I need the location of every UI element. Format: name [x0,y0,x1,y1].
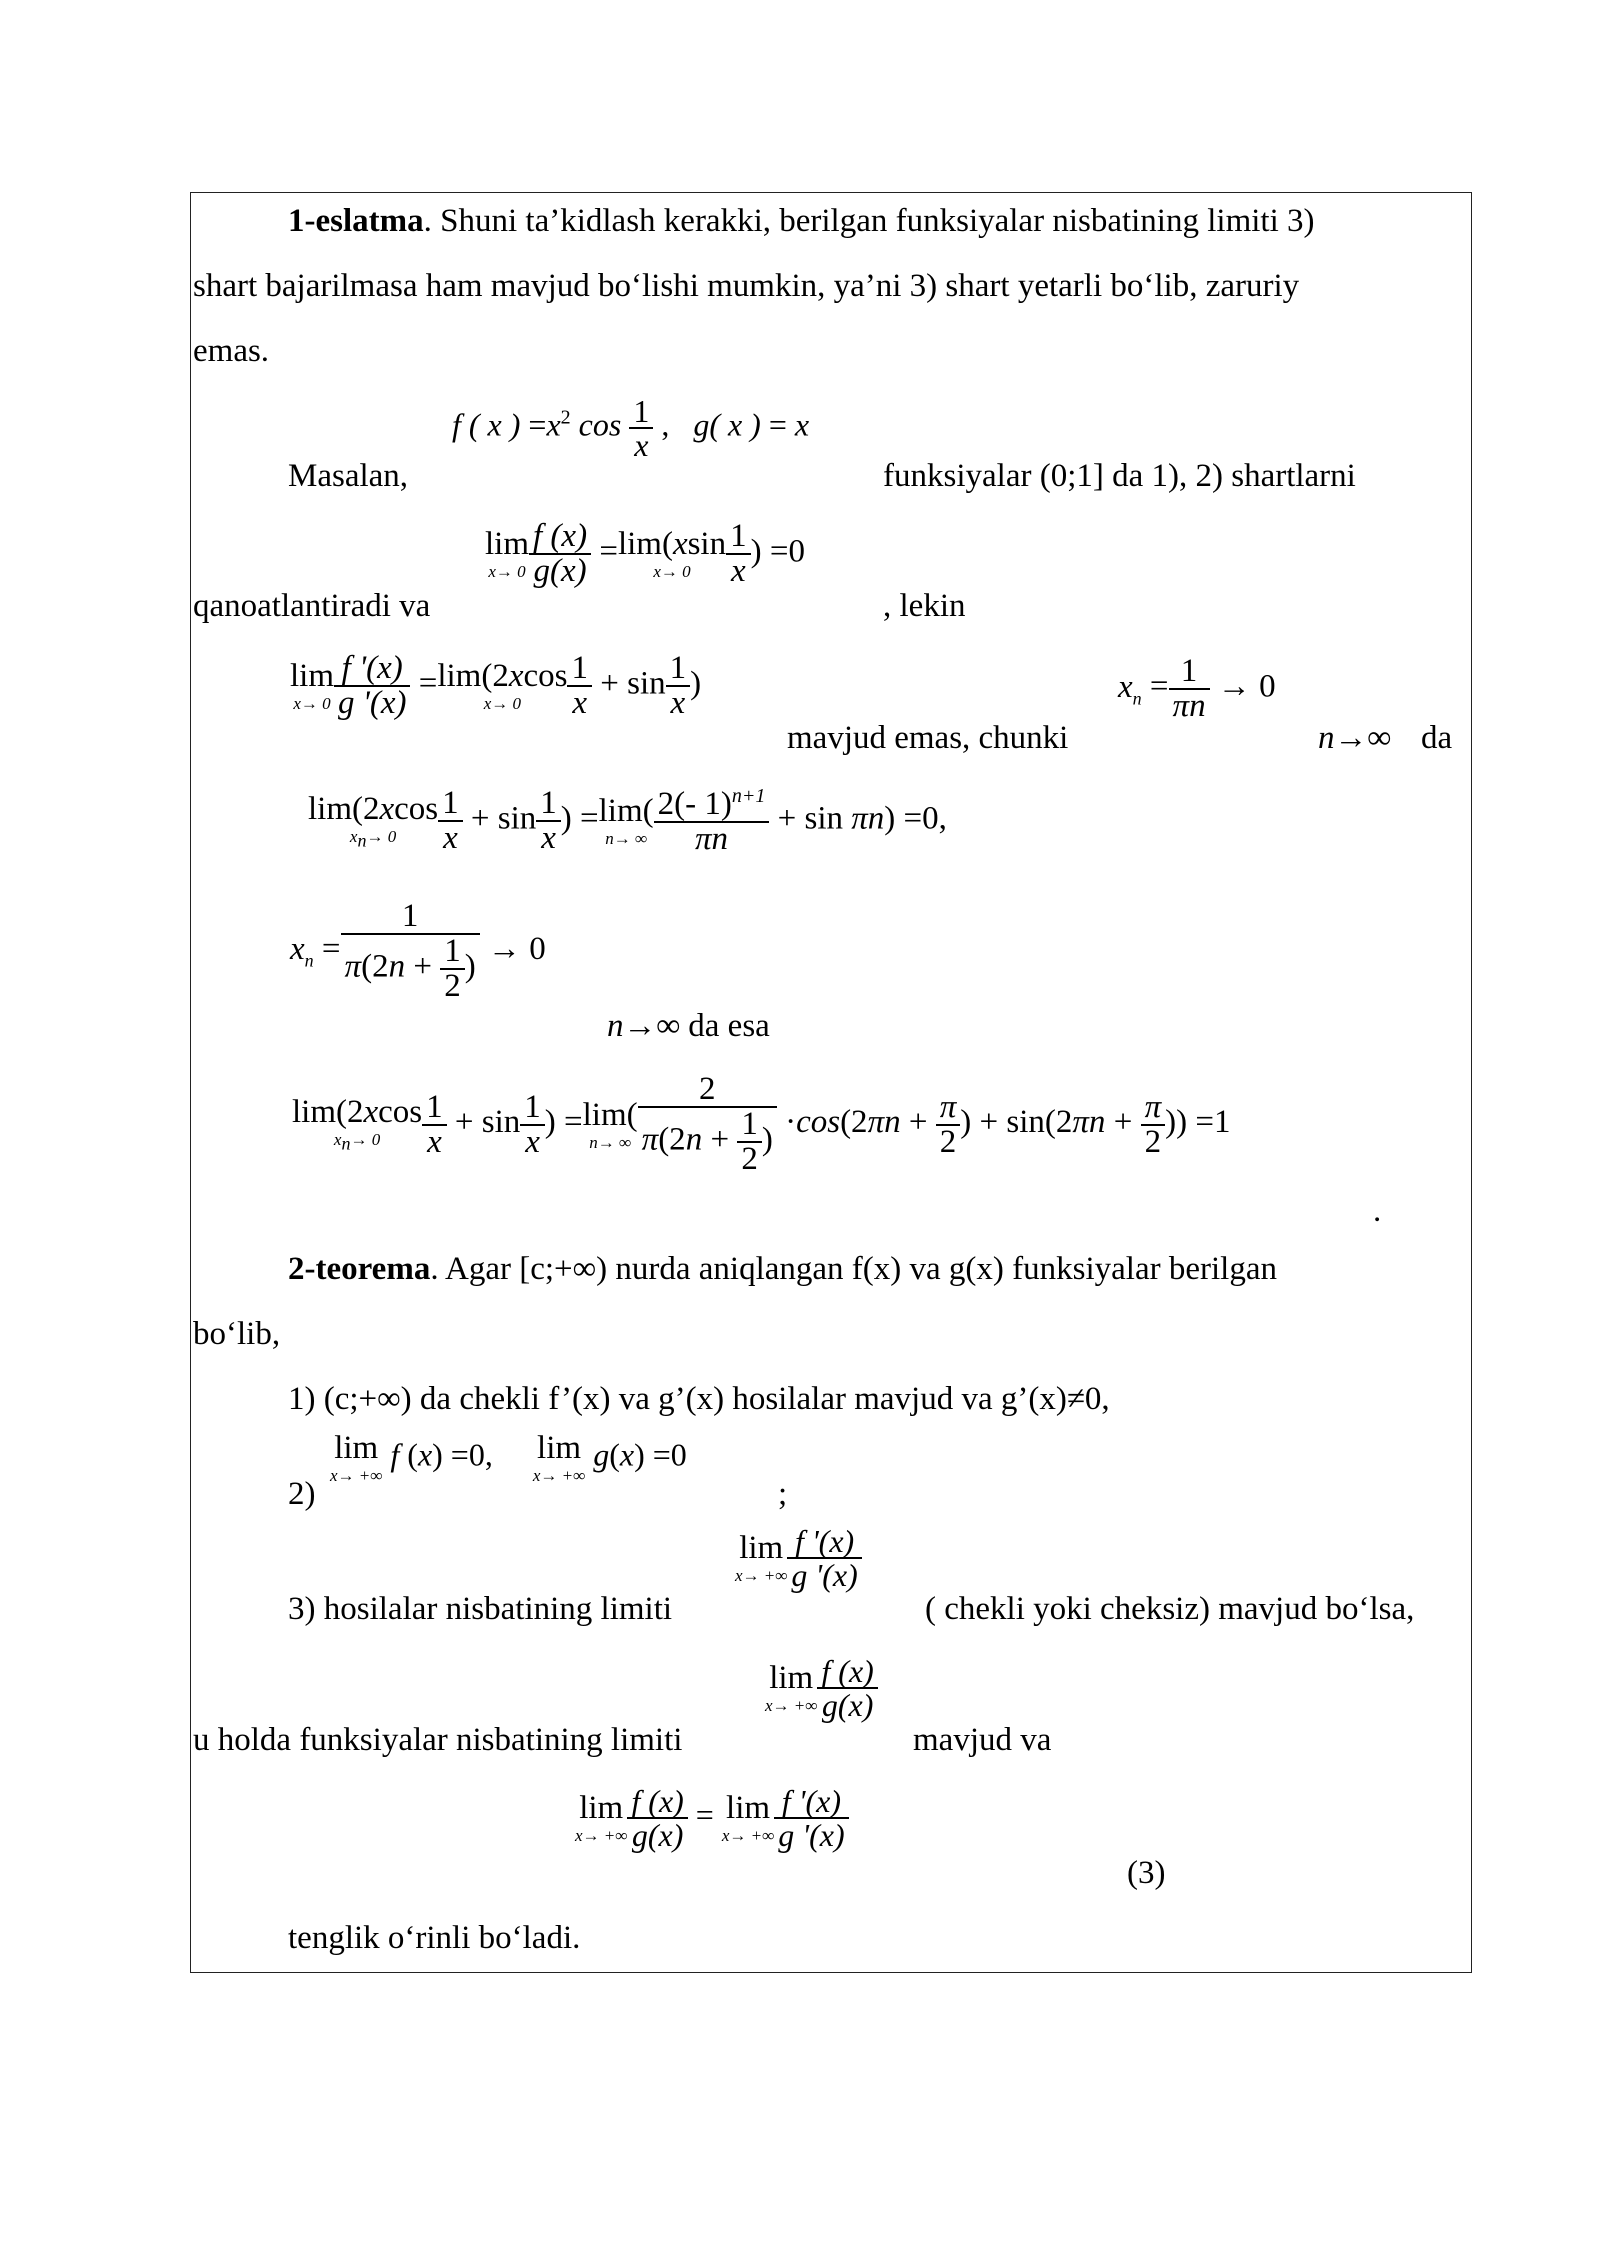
theorem2-intro: . Agar [c;+∞) nurda aniqlangan f(x) va g(x) funksiyalar berilgan [430,1251,1277,1287]
equation-number: (3) [1127,1855,1166,1891]
qanoat-label: qanoatlantiradi va [193,588,431,624]
condition3-label: 3) hosilalar nisbatining limiti [288,1591,673,1627]
theorem2-line2: bo‘lib, [193,1316,281,1352]
da-esa-line [607,1010,770,1043]
limit-fg-formula: lim x→ 0 $\frac{f (x)}{g(x)}$ = lim(xsin x→ 0 $\frac{1}{x}$ ) =0 [485,518,805,589]
sequence-limit-formula-1: lim(2xcos $x_n\to 0$ $\frac{1}{x}$ + sin $\frac{1}{x}$ ) = lim( n→ ∞ $\frac{2(- 1)^{n+1}}{\pi n}$ + sin πn) =0, [308,785,947,857]
condition3-formula: lim x→ +∞ $\frac{f '(x)}{g '(x)}$ [735,1525,862,1591]
mavjud-emas-label: mavjud emas, chunki [787,720,1069,756]
theorem2-condition1: 1) (c;+∞) da chekli f’(x) va g’(x) hosilalar mavjud va g’(x)≠0, [288,1381,1110,1417]
sequence-limit-formula-2: lim(2xcos $x_n\to 0$ $\frac{1}{x}$ + sin $\frac{1}{x}$ ) = lim( n→ ∞ 2 π(2n + $\frac{1}{2}$ ) ·cos(2πn + $\frac{\pi}{2}$ ) + sin(2πn + $\frac{\pi}{2}$ )) =1 [292,1071,1231,1177]
note1-heading: 1-eslatma [288,203,424,239]
note1-line3: emas. [193,333,270,369]
xn-sequence-formula: $x_n$ = $\frac{1}{\pi n}$ → 0 [1118,653,1276,724]
note1-line1 [288,205,1314,238]
conclusion-label: u holda funksiyalar nisbatining limiti [193,1722,683,1758]
example-functions-formula: f ( x ) $=x^2$ cos $\frac{1}{x}$ , g( x ) = x [452,393,810,463]
lhopital-formula: lim x→ +∞ $\frac{f (x)}{g(x)}$ = lim x→ +∞ $\frac{f '(x)}{g '(x)}$ [575,1785,849,1851]
lekin-label: , lekin [883,588,966,624]
n-to-infinity-1: n→∞ [1318,720,1392,756]
note1-line1-text: . Shuni ta’kidlash kerakki, berilgan funksiyalar nisbatining limiti 3) [423,203,1315,239]
example-functions-text: funksiyalar (0;1] da 1), 2) shartlarni [883,458,1356,494]
period-mark: . [1373,1193,1382,1229]
theorem2-final: tenglik o‘rinli bo‘ladi. [288,1920,581,1956]
da-esa-label: da esa [688,1008,770,1044]
da-label: da [1421,720,1453,756]
conclusion-formula: lim x→ +∞ $\frac{f (x)}{g(x)}$ [765,1655,878,1721]
condition2-formula: lim x→ +∞ f (x) =0, lim x→ +∞ g(x) =0 [330,1430,687,1485]
conclusion-end: mavjud va [913,1722,1052,1758]
xn-second-sequence-formula: $x_n$ = 1 π(2n + $\frac{1}{2}$ ) → 0 [290,898,546,1004]
condition3-end: ( chekli yoki cheksiz) mavjud bo‘lsa, [925,1591,1415,1627]
theorem2-heading: 2-teorema [288,1251,431,1287]
masalan-label: Masalan, [288,458,409,494]
note1-line2: shart bajarilmasa ham mavjud bo‘lishi mumkin, ya’ni 3) shart yetarli bo‘lib, zaruriy [193,268,1300,304]
condition2-label: 2) [288,1476,316,1512]
theorem2-line1 [288,1253,1277,1286]
condition2-end: ; [778,1476,788,1512]
limit-derivatives-formula: lim x→ 0 $\frac{f '(x)}{g '(x)}$ = lim(2xcos x→ 0 $\frac{1}{x}$ + sin $\frac{1}{x}$ ) [290,650,702,721]
n-to-infinity-2: n→∞ [607,1008,681,1044]
